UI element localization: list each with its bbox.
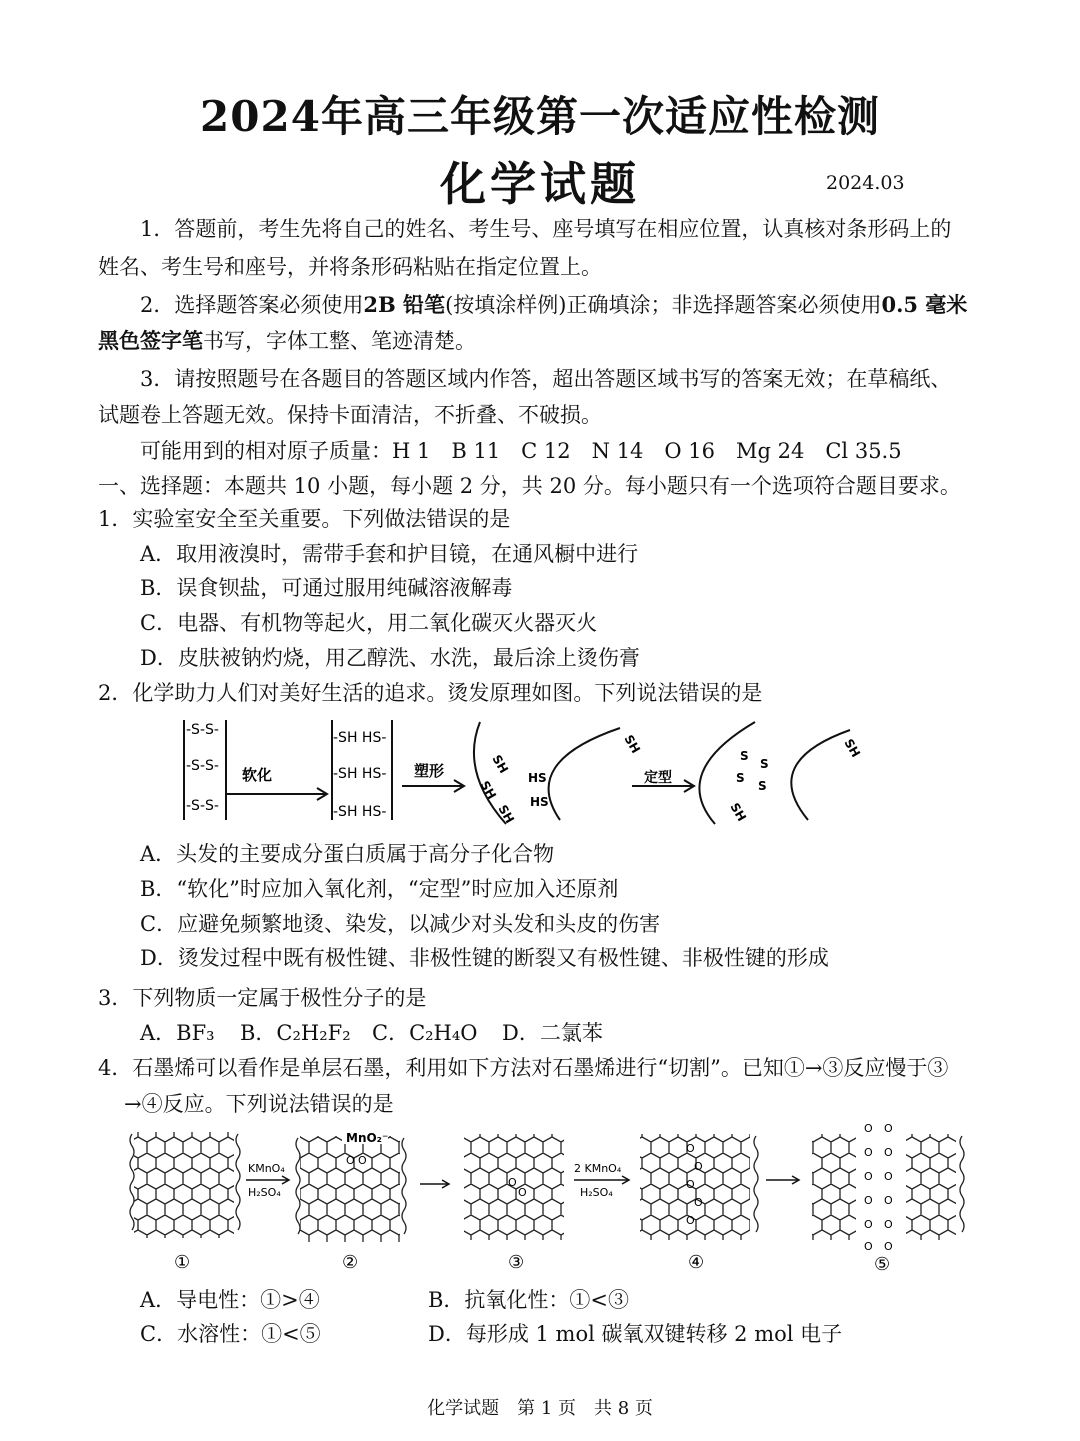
- oxygen-atom: O: [518, 1186, 527, 1199]
- graphene-sheet-5-left: [812, 1134, 856, 1240]
- structure-label-3: ③: [508, 1252, 525, 1273]
- s-atom: S: [736, 771, 745, 785]
- oxygen-atom: O: [884, 1194, 893, 1207]
- oxygen-atom: O: [686, 1142, 695, 1155]
- sh-group: SH: [477, 778, 499, 802]
- instruction-2-part-c: (按填涂样例)正确填涂；非选择题答案必须使用: [445, 293, 882, 317]
- atomic-masses: 可能用到的相对原子质量：H 1 B 11 C 12 N 14 O 16 Mg 24 Cl 35.5: [140, 439, 902, 463]
- q1-option-c: C．电器、有机物等起火，用二氧化碳灭火器灭火: [140, 611, 598, 635]
- section-heading: 一、选择题：本题共 10 小题，每小题 2 分，共 20 分。每小题只有一个选项符合题目要求。: [98, 474, 961, 498]
- ss-bond-3: -S-S-: [186, 798, 219, 814]
- reagent-2kmno4: 2 KMnO₄: [574, 1162, 622, 1175]
- exam-title: 2024年高三年级第一次适应性检测: [200, 92, 880, 141]
- step-soften-label: 软化: [242, 766, 273, 784]
- q4-option-b: B．抗氧化性：①<③: [428, 1288, 630, 1312]
- oxygen-atom: O: [864, 1170, 873, 1183]
- instruction-2-pen-size: 0.5 毫米: [881, 292, 968, 317]
- hair-perm-diagram: [180, 712, 880, 832]
- sh-hs-1: -SH HS-: [333, 730, 387, 746]
- s-atom: S: [760, 757, 769, 771]
- sh-group: SH: [727, 800, 749, 824]
- oxygen-atom: O: [694, 1160, 703, 1173]
- structure-label-1: ①: [174, 1252, 191, 1273]
- instruction-1-line-1: 1．答题前，考生先将自己的姓名、考生号、座号填写在相应位置，认真核对条形码上的: [140, 217, 952, 241]
- reagent-h2so4: H₂SO₄: [580, 1186, 613, 1199]
- q2-option-d: D．烫发过程中既有极性键、非极性键的断裂又有极性键、非极性键的形成: [140, 946, 829, 970]
- q4-option-c: C．水溶性：①<⑤: [140, 1322, 321, 1346]
- q3-option-c: C．C₂H₄O: [372, 1021, 478, 1045]
- graphene-cutting-diagram: [120, 1122, 980, 1282]
- instruction-2-pen: 黑色签字笔: [98, 328, 203, 353]
- sh-hs-2: -SH HS-: [333, 766, 387, 782]
- oxygen-atom: O: [686, 1214, 695, 1227]
- reagent-kmno4: KMnO₄: [248, 1162, 285, 1175]
- q3-stem: 3．下列物质一定属于极性分子的是: [98, 986, 427, 1010]
- structure-label-5: ⑤: [874, 1254, 891, 1275]
- oxygen-atom: O: [884, 1122, 893, 1135]
- q2-stem: 2．化学助力人们对美好生活的追求。烫发原理如图。下列说法错误的是: [98, 681, 763, 705]
- instruction-1-line-2: 姓名、考生号和座号，并将条形码粘贴在指定位置上。: [98, 255, 602, 279]
- step-set-label: 定型: [644, 770, 672, 786]
- oxygen-atom: O: [864, 1218, 873, 1231]
- structure-label-2: ②: [342, 1252, 359, 1273]
- instruction-3-line-2: 试题卷上答题无效。保持卡面清洁，不折叠、不破损。: [98, 403, 602, 427]
- instruction-2-line-1: [140, 292, 967, 318]
- oxygen-atom: O: [884, 1218, 893, 1231]
- q2-option-c: C．应避免频繁地烫、染发，以减少对头发和头皮的伤害: [140, 912, 661, 936]
- oxygen-atom: O: [686, 1178, 695, 1191]
- q4-stem-line-2: →④反应。下列说法错误的是: [124, 1092, 394, 1116]
- q1-stem: 1．实验室安全至关重要。下列做法错误的是: [98, 507, 511, 531]
- oxygen-atom: O: [864, 1122, 873, 1135]
- instruction-2-part-f: 书写，字体工整、笔迹清楚。: [203, 329, 476, 353]
- q1-option-b: B．误食钡盐，可通过服用纯碱溶液解毒: [140, 576, 513, 600]
- hs-group: HS: [530, 795, 549, 809]
- subject-title: 化学试题: [440, 157, 640, 211]
- step-shape-label: 塑形: [414, 762, 445, 780]
- q4-option-d: D．每形成 1 mol 碳氧双键转移 2 mol 电子: [428, 1322, 843, 1346]
- graphene-sheet-1: [130, 1132, 240, 1238]
- q4-stem-line-1: 4．石墨烯可以看作是单层石墨，利用如下方法对石墨烯进行“切割”。已知①→③反应慢于③: [98, 1056, 949, 1080]
- oxygen-atom: O: [884, 1240, 893, 1253]
- q4-option-a: A．导电性：①>④: [140, 1288, 320, 1312]
- instruction-3-line-1: 3．请按照题号在各题目的答题区域内作答，超出答题区域书写的答案无效；在草稿纸、: [140, 367, 952, 391]
- s-atom: S: [758, 779, 767, 793]
- oxygen-atom: O: [694, 1196, 703, 1209]
- hs-group: HS: [528, 771, 547, 785]
- q3-option-a: A．BF₃: [140, 1021, 215, 1045]
- q1-option-d: D．皮肤被钠灼烧，用乙醇洗、水洗，最后涂上烫伤膏: [140, 646, 640, 670]
- graphene-sheet-5-right: [906, 1134, 964, 1240]
- instruction-2-part-a: 2．选择题答案必须使用: [140, 293, 364, 317]
- s-atom: S: [740, 749, 749, 763]
- exam-date: 2024.03: [826, 172, 905, 194]
- sh-group: SH: [495, 802, 517, 826]
- oxygen-atom: O: [358, 1154, 367, 1167]
- oxygen-atom: O: [508, 1176, 517, 1189]
- sh-group: SH: [621, 732, 643, 756]
- instruction-2-pencil: 2B 铅笔: [363, 292, 446, 317]
- oxygen-atom: O: [864, 1146, 873, 1159]
- sh-group: SH: [489, 752, 511, 776]
- oxygen-atom: O: [864, 1194, 873, 1207]
- sh-hs-3: -SH HS-: [333, 804, 387, 820]
- structure-label-4: ④: [688, 1252, 705, 1273]
- q3-option-d: D．二氯苯: [502, 1021, 603, 1045]
- q1-option-a: A．取用液溴时，需带手套和护目镜，在通风橱中进行: [140, 542, 639, 566]
- q2-option-b: B．“软化”时应加入氧化剂，“定型”时应加入还原剂: [140, 877, 619, 901]
- page-footer: 化学试题 第 1 页 共 8 页: [427, 1398, 653, 1419]
- sh-group: SH: [841, 736, 863, 760]
- oxygen-atom: O: [884, 1146, 893, 1159]
- oxygen-atom: O: [346, 1154, 355, 1167]
- mno2-label: MnO₂⁻: [346, 1131, 389, 1145]
- oxygen-atom: O: [884, 1170, 893, 1183]
- q2-option-a: A．头发的主要成分蛋白质属于高分子化合物: [140, 842, 555, 866]
- ss-bond-2: -S-S-: [186, 758, 219, 774]
- oxygen-atom: O: [864, 1240, 873, 1253]
- reagent-h2so4: H₂SO₄: [248, 1186, 281, 1199]
- instruction-2-line-2: [98, 328, 476, 354]
- ss-bond-1: -S-S-: [186, 722, 219, 738]
- graphene-sheet-4: [640, 1134, 758, 1240]
- graphene-sheet-2: [296, 1130, 406, 1242]
- q3-option-b: B．C₂H₂F₂: [240, 1021, 351, 1045]
